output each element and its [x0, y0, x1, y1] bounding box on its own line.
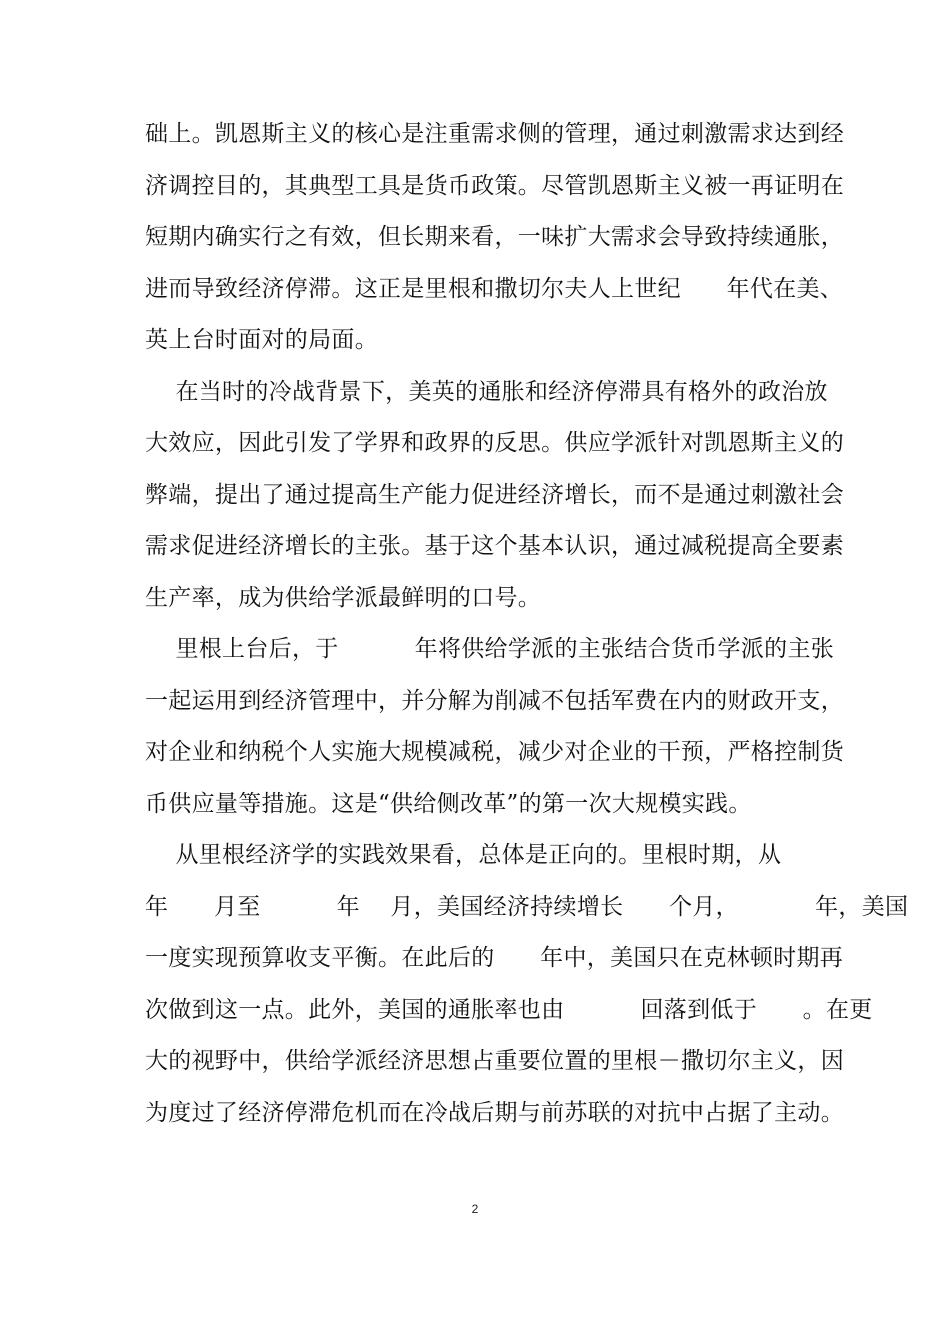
page-number: 2 — [471, 1202, 479, 1216]
text-line: 需求促进经济增长的主张。基于这个基本认识，通过减税提高全要素 — [145, 533, 844, 559]
text-line: 进而导致经济停滞。这正是里根和撒切尔夫人上世纪 年代在美、 — [145, 276, 844, 302]
text-line: 一度实现预算收支平衡。在此后的 年中，美国只在克林顿时期再 — [145, 945, 844, 971]
text-line: 在当时的冷战背景下，美英的通胀和经济停滞具有格外的政治放 — [145, 379, 828, 405]
text-line: 币供应量等措施。这是“供给侧改革”的第一次大规模实践。 — [145, 791, 752, 817]
text-line: 一起运用到经济管理中，并分解为削减不包括军费在内的财政开支， — [145, 688, 844, 714]
text-line: 次做到这一点。此外，美国的通胀率也由 回落到低于 。在更 — [145, 997, 873, 1023]
text-line: 从里根经济学的实践效果看，总体是正向的。里根时期，从 — [145, 842, 782, 868]
text-line: 大的视野中，供给学派经济思想占重要位置的里根－撒切尔主义，因 — [145, 1048, 844, 1074]
text-line: 础上。凯恩斯主义的核心是注重需求侧的管理，通过刺激需求达到经 — [145, 121, 844, 147]
text-line: 弊端，提出了通过提高生产能力促进经济增长，而不是通过刺激社会 — [145, 482, 844, 508]
text-line: 为度过了经济停滞危机而在冷战后期与前苏联的对抗中占据了主动。 — [145, 1100, 844, 1126]
text-line: 年 月至 年 月，美国经济持续增长 个月， 年，美国 — [145, 894, 909, 920]
text-line: 英上台时面对的局面。 — [145, 327, 378, 353]
text-line: 济调控目的，其典型工具是货币政策。尽管凯恩斯主义被一再证明在 — [145, 173, 844, 199]
text-line: 生产率，成为供给学派最鲜明的口号。 — [145, 585, 542, 611]
text-line: 里根上台后，于 年将供给学派的主张结合货币学派的主张 — [145, 636, 835, 662]
text-line: 短期内确实行之有效，但长期来看，一味扩大需求会导致持续通胀， — [145, 224, 844, 250]
text-line: 对企业和纳税个人实施大规模减税，减少对企业的干预，严格控制货 — [145, 739, 844, 765]
text-line: 大效应，因此引发了学界和政界的反思。供应学派针对凯恩斯主义的 — [145, 430, 844, 456]
